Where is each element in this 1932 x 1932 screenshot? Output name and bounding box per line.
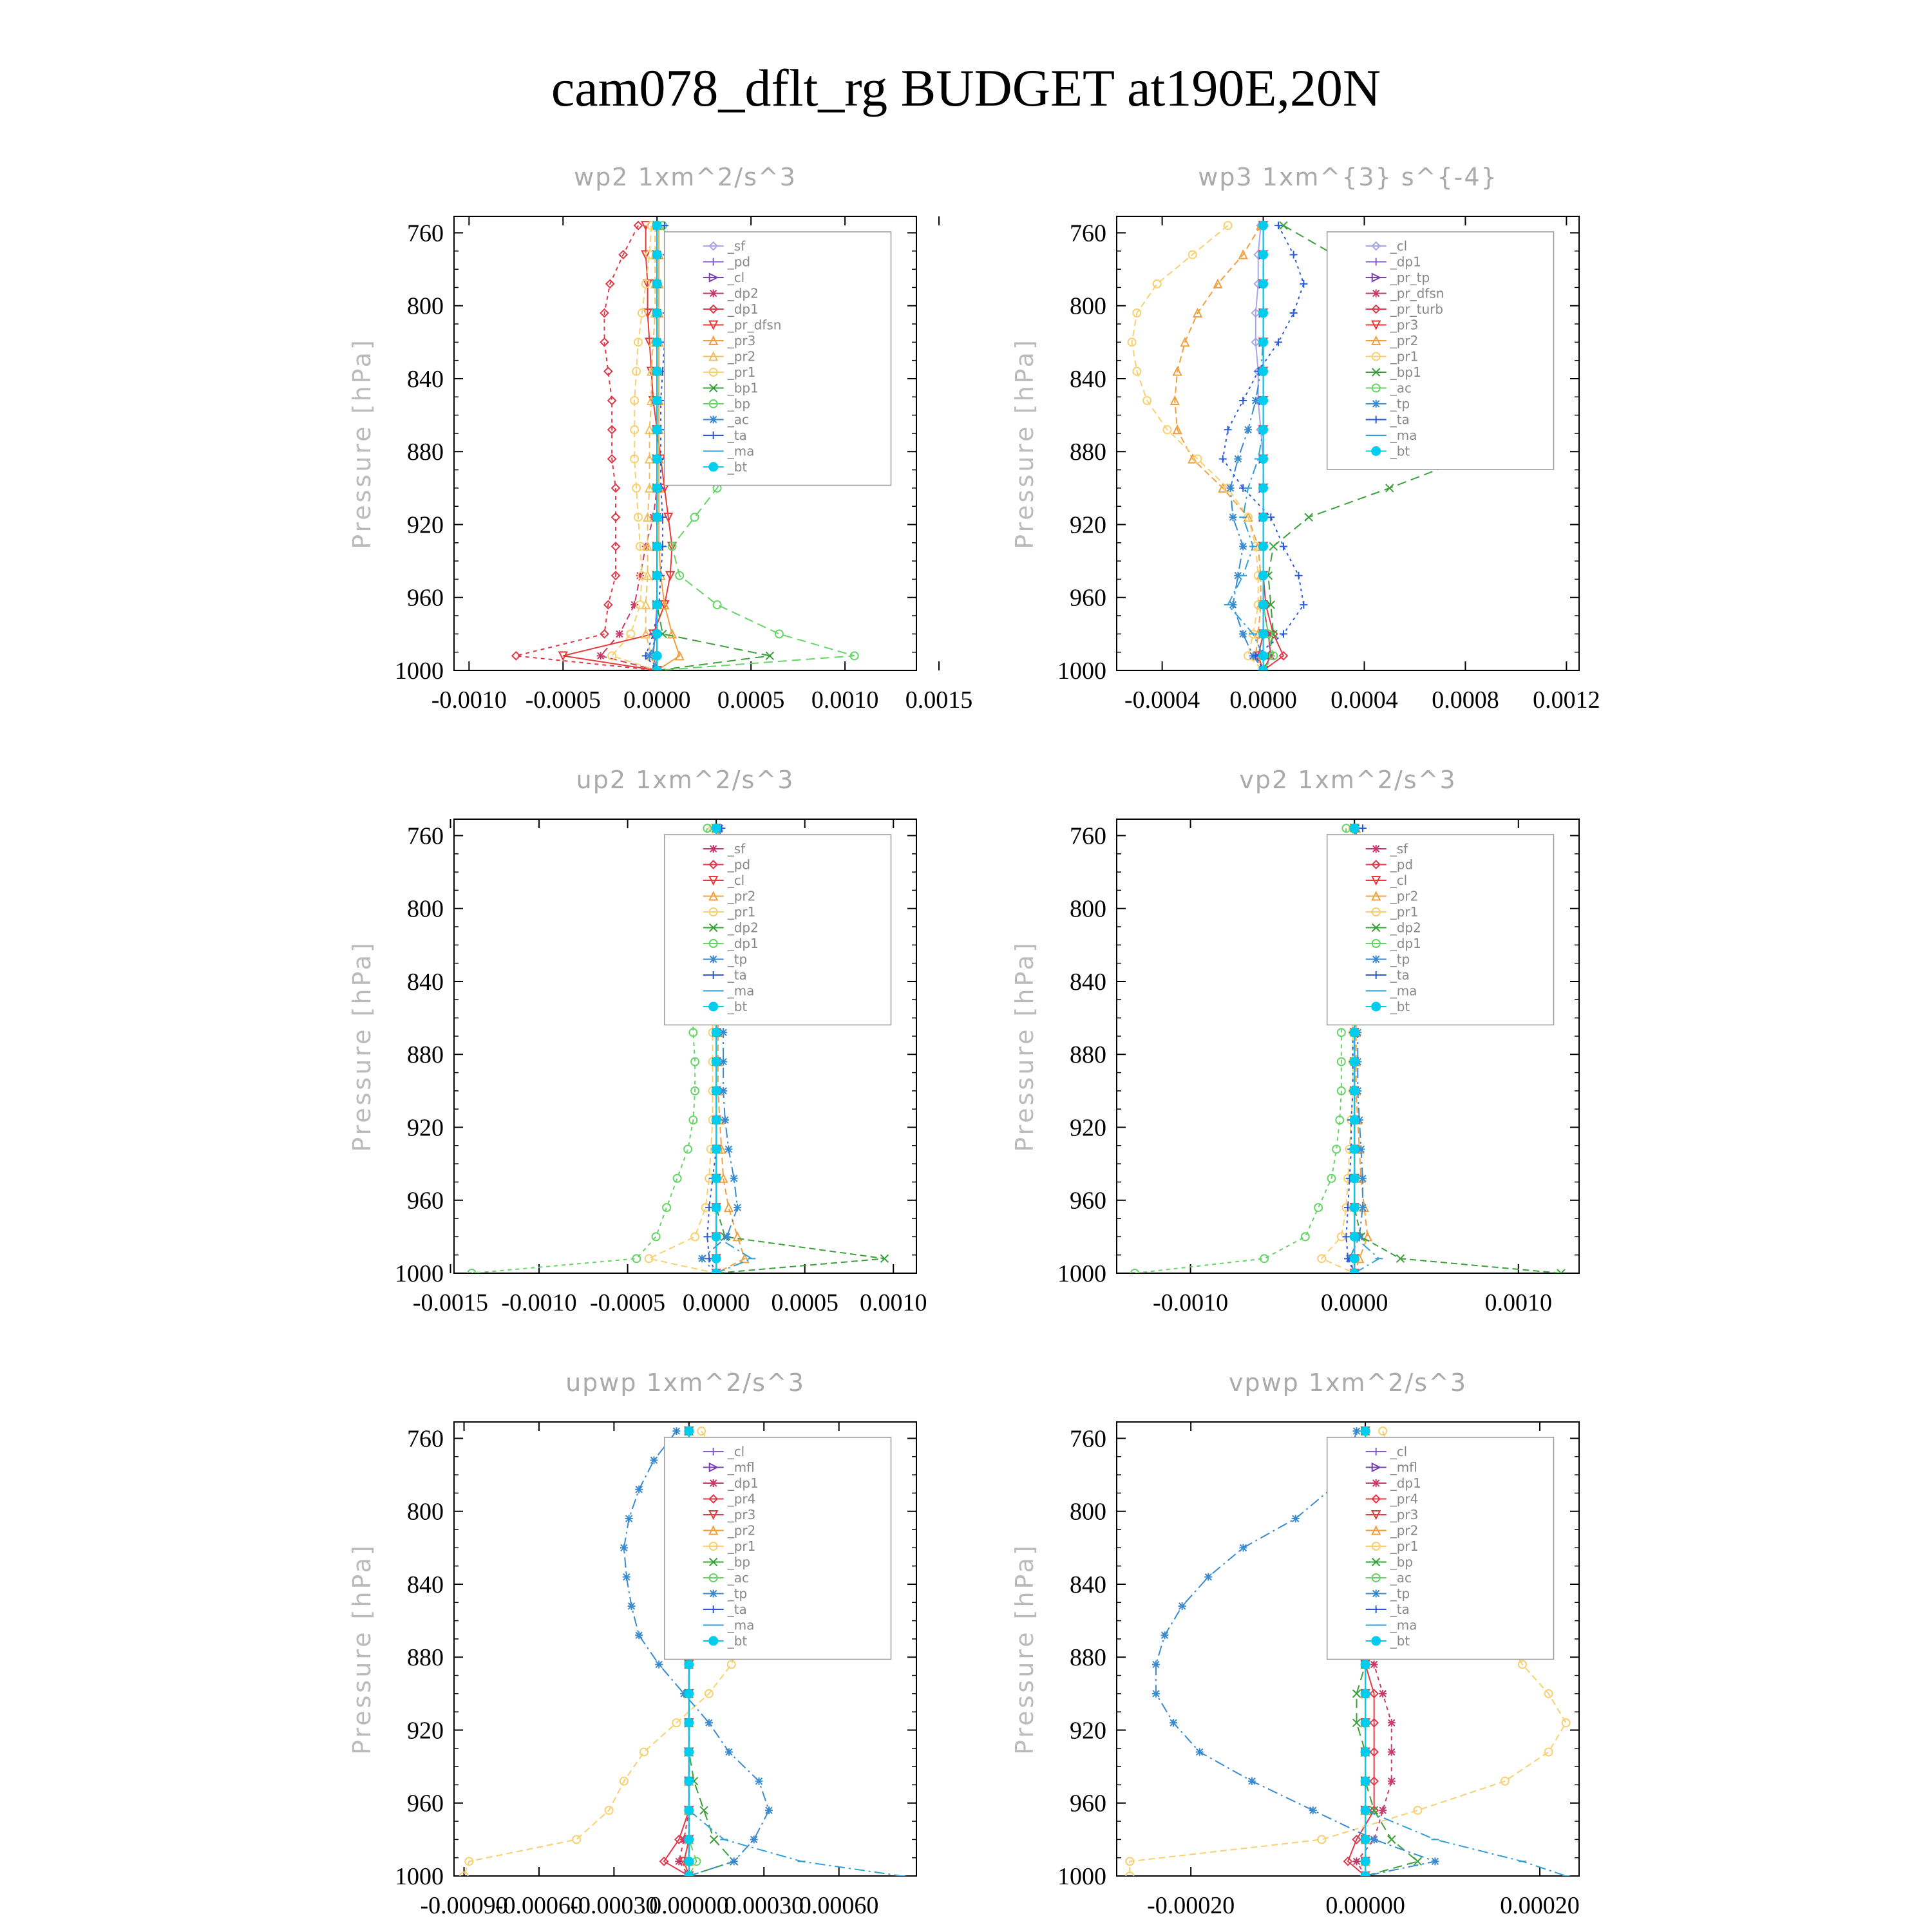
legend-marker [1372, 1590, 1380, 1598]
panel-title: vpwp 1xm^2/s^3 [1228, 1368, 1468, 1397]
y-tick-label: 800 [1070, 292, 1106, 320]
y-tick-label: 920 [1070, 1114, 1106, 1142]
legend [1327, 1437, 1554, 1660]
x-tick-label: 0.0008 [1432, 687, 1499, 714]
legend-label: _pr3 [727, 1507, 756, 1522]
legend-label: _mfl [727, 1459, 755, 1475]
data-point-tp [1431, 1857, 1439, 1865]
legend-label: _ma [1390, 983, 1417, 999]
legend-label: _dp1 [727, 936, 759, 951]
legend-label: _ac [727, 412, 749, 428]
y-tick-label: 760 [407, 1425, 444, 1453]
x-tick-label: 0.0000 [1320, 1289, 1388, 1316]
y-tick-label: 840 [1070, 1571, 1106, 1598]
legend-label: _tp [1390, 951, 1410, 967]
data-point-dp1 [1388, 1777, 1396, 1785]
data-point-tp [1179, 1602, 1186, 1610]
data-point-dp1 [1388, 1748, 1396, 1756]
legend-label: _pr_dfsn [727, 317, 782, 333]
x-tick-label: 0.0000 [1229, 687, 1297, 714]
data-point-bt [1361, 1806, 1370, 1815]
legend-label: _sf [727, 841, 746, 857]
legend-label: _ma [1390, 428, 1417, 443]
y-tick-label: 960 [1070, 1790, 1106, 1817]
y-axis-label: Pressure [hPa] [348, 1543, 376, 1755]
y-tick-label: 840 [407, 1571, 444, 1598]
legend-label: _dp1 [727, 1475, 759, 1491]
legend-label: _pr3 [1390, 317, 1419, 333]
legend-label: _cl [727, 873, 745, 888]
legend-label: _pr_tp [1390, 270, 1430, 285]
x-tick-label: 0.0010 [811, 687, 879, 714]
x-tick-label: 0.00000 [649, 1892, 729, 1919]
x-tick-label: 0.0004 [1331, 687, 1398, 714]
legend-label: _ta [1390, 412, 1410, 428]
y-tick-label: 1000 [395, 1863, 444, 1890]
legend-label: _pd [727, 857, 751, 873]
y-tick-label: 1000 [395, 658, 444, 685]
data-point-bt [1361, 1777, 1370, 1786]
legend-label: _bt [727, 459, 748, 475]
legend-label: _pr2 [1390, 1522, 1419, 1539]
legend-label: _pr1 [727, 904, 756, 920]
data-point-bp [1353, 1690, 1361, 1698]
legend-label: _pd [727, 254, 751, 270]
legend-label: _pr2 [727, 888, 756, 904]
y-tick-label: 1000 [1057, 658, 1106, 685]
y-tick-label: 920 [1070, 1717, 1106, 1745]
legend-label: _bt [727, 999, 748, 1014]
data-point-bt [1361, 1871, 1370, 1880]
legend-label: _ac [727, 1570, 749, 1586]
y-tick-label: 760 [1070, 220, 1106, 247]
x-tick-label: -0.00020 [1147, 1892, 1235, 1919]
y-tick-label: 960 [407, 1790, 444, 1817]
x-tick-label: -0.00090 [420, 1892, 508, 1919]
legend-label: _dp1 [1390, 936, 1421, 951]
legend-label: _tp [727, 1586, 748, 1602]
y-tick-label: 960 [1070, 584, 1106, 612]
x-tick-label: 0.0005 [717, 687, 785, 714]
y-tick-label: 760 [407, 822, 444, 850]
x-tick-label: -0.0005 [590, 1289, 666, 1316]
x-tick-label: 0.0015 [905, 687, 973, 714]
legend-label: _bp1 [1390, 365, 1421, 380]
data-point-tp [1204, 1573, 1212, 1581]
legend-label: _cl [727, 1444, 745, 1459]
legend-label: _tp [1390, 1586, 1410, 1602]
legend-label: _pr4 [727, 1491, 756, 1507]
data-point-tp [1353, 1427, 1361, 1435]
legend-label: _bp [1390, 1554, 1414, 1570]
x-tick-label: 0.0010 [1484, 1289, 1553, 1316]
x-tick-label: 0.0012 [1533, 687, 1600, 714]
y-tick-label: 920 [407, 1717, 444, 1745]
y-axis-label: Pressure [hPa] [1010, 1543, 1039, 1755]
y-tick-label: 960 [407, 584, 444, 612]
y-tick-label: 1000 [1057, 1863, 1106, 1890]
x-tick-label: 0.0010 [859, 1289, 927, 1316]
data-point-bp [1414, 1857, 1421, 1865]
legend-label: _pr2 [1390, 888, 1419, 904]
data-point-tp [1170, 1719, 1177, 1727]
legend-label: _ma [727, 983, 755, 999]
legend-label: _pr1 [727, 1539, 756, 1554]
legend-label: _bt [1390, 1633, 1410, 1649]
legend-label: _dp1 [1390, 1475, 1421, 1491]
data-point-pr1 [1545, 1748, 1553, 1756]
legend-label: _mfl [1390, 1459, 1417, 1475]
data-point-tp [1370, 1835, 1378, 1843]
y-tick-label: 760 [1070, 1425, 1106, 1453]
data-point-tp [1248, 1777, 1256, 1785]
data-point-bt [1361, 1747, 1370, 1756]
panel-title: vp2 1xm^2/s^3 [1239, 766, 1457, 794]
legend-label: _bp [727, 396, 751, 412]
legend-label: _ta [1390, 967, 1410, 983]
legend-label: _sf [727, 238, 746, 254]
y-tick-label: 880 [407, 1644, 444, 1672]
y-tick-label: 960 [1070, 1187, 1106, 1215]
data-point-tp [1152, 1690, 1160, 1698]
legend-label: _bt [1390, 999, 1410, 1014]
y-tick-label: 920 [1070, 511, 1106, 539]
legend-label: _pr_dfsn [1390, 285, 1444, 301]
legend-label: _sf [1390, 841, 1408, 857]
data-point-pr1 [1562, 1719, 1570, 1727]
y-tick-label: 920 [407, 511, 444, 539]
data-point-tp [1239, 1544, 1247, 1551]
y-tick-label: 880 [407, 439, 444, 466]
legend-label: _bp1 [727, 380, 759, 396]
data-point-tp [1161, 1631, 1169, 1639]
y-tick-label: 840 [407, 365, 444, 393]
y-tick-label: 1000 [1057, 1260, 1106, 1287]
x-tick-label: 0.00000 [1325, 1892, 1405, 1919]
legend-label: _pr3 [1390, 1507, 1419, 1522]
legend-label: _pr1 [1390, 348, 1419, 365]
legend-label: _ta [727, 1602, 747, 1617]
y-tick-label: 920 [407, 1114, 444, 1142]
x-tick-label: -0.0010 [1152, 1289, 1229, 1316]
legend-label: _pr1 [1390, 1539, 1419, 1554]
data-point-pr1 [1414, 1806, 1421, 1814]
y-axis-label: Pressure [hPa] [1010, 337, 1039, 549]
legend-label: _pr3 [727, 333, 756, 348]
data-point-bt [1361, 1857, 1370, 1866]
x-tick-label: 0.0005 [771, 1289, 838, 1316]
x-tick-label: -0.00060 [495, 1892, 583, 1919]
legend-label: _tp [727, 951, 748, 967]
data-point-tp [1196, 1748, 1204, 1756]
legend-label: _ac [1390, 1570, 1412, 1586]
panel-title: wp2 1xm^2/s^3 [574, 163, 797, 191]
legend-label: _cl [1390, 1444, 1408, 1459]
y-tick-label: 840 [1070, 365, 1106, 393]
y-tick-label: 800 [407, 292, 444, 320]
x-tick-label: -0.0005 [525, 687, 601, 714]
data-point-bp [1388, 1835, 1396, 1843]
data-point-tp [1152, 1661, 1160, 1669]
y-tick-label: 800 [1070, 1498, 1106, 1526]
legend-marker [1372, 1636, 1381, 1645]
x-tick-label: -0.0010 [501, 1289, 577, 1316]
legend-label: _bt [1390, 443, 1410, 459]
legend-label: _dp1 [1390, 254, 1421, 270]
legend-label: _cl [1390, 238, 1408, 254]
data-point-dp1 [1388, 1719, 1396, 1727]
y-tick-label: 880 [407, 1041, 444, 1069]
legend-label: _dp2 [727, 920, 759, 936]
y-axis-label: Pressure [hPa] [1010, 940, 1039, 1152]
data-point-bt [1361, 1689, 1370, 1698]
x-tick-label: 0.00020 [1500, 1892, 1580, 1919]
legend-label: _cl [727, 270, 745, 285]
legend-marker [1372, 1479, 1380, 1487]
y-tick-label: 1000 [395, 1260, 444, 1287]
legend-label: _dp2 [727, 285, 759, 301]
data-point-bt [1361, 1835, 1370, 1844]
legend-label: _ta [727, 428, 747, 443]
x-tick-label: 0.00030 [724, 1892, 804, 1919]
legend-label: _ta [727, 967, 747, 983]
legend-label: _dp1 [727, 301, 759, 317]
y-tick-label: 960 [407, 1187, 444, 1215]
y-tick-label: 800 [407, 1498, 444, 1526]
legend-label: _pr2 [727, 348, 756, 365]
data-point-dp1 [1353, 1857, 1361, 1865]
y-tick-label: 840 [1070, 968, 1106, 996]
y-tick-label: 840 [407, 968, 444, 996]
y-tick-label: 880 [1070, 439, 1106, 466]
data-point-dp1 [1370, 1661, 1378, 1669]
legend-label: _ma [727, 1617, 755, 1633]
legend-label: _pr_turb [1390, 301, 1444, 317]
y-tick-label: 880 [1070, 1041, 1106, 1069]
legend-label: _ta [1390, 1602, 1410, 1617]
x-tick-label: -0.0015 [412, 1289, 489, 1316]
legend-box [1327, 1437, 1554, 1660]
legend-label: _pr1 [1390, 904, 1419, 920]
legend-label: _dp2 [1390, 920, 1421, 936]
legend-label: _tp [1390, 396, 1410, 412]
y-tick-label: 760 [1070, 822, 1106, 850]
y-tick-label: 880 [1070, 1644, 1106, 1672]
x-tick-label: -0.0004 [1124, 687, 1200, 714]
y-tick-label: 760 [407, 220, 444, 247]
data-point-bt [1361, 1660, 1370, 1669]
legend-label: _bt [727, 1633, 748, 1649]
legend-label: _ma [727, 443, 755, 459]
legend-label: _pr2 [727, 1522, 756, 1539]
y-tick-label: 800 [407, 895, 444, 923]
x-tick-label: -0.0010 [431, 687, 507, 714]
data-point-dp1 [1379, 1690, 1387, 1698]
panel-title: up2 1xm^2/s^3 [576, 766, 795, 794]
legend-label: _ac [1390, 380, 1412, 396]
data-point-bt [1361, 1718, 1370, 1727]
legend-label: _cl [1390, 873, 1408, 888]
panel-title: upwp 1xm^2/s^3 [565, 1368, 805, 1397]
y-axis-label: Pressure [hPa] [348, 337, 376, 549]
legend-label: _pr2 [1390, 333, 1419, 348]
legend-label: _pr4 [1390, 1491, 1419, 1507]
data-point-dp1 [1379, 1806, 1387, 1814]
x-tick-label: 0.0000 [623, 687, 691, 714]
data-point-tp [1309, 1806, 1317, 1814]
legend-label: _pr1 [727, 365, 756, 380]
legend-label: _bp [727, 1554, 751, 1570]
legend-label: _ma [1390, 1617, 1417, 1633]
x-tick-label: 0.00060 [799, 1892, 879, 1919]
x-tick-label: -0.00030 [570, 1892, 658, 1919]
data-point-bt [1361, 1426, 1370, 1435]
data-point-pr1 [1318, 1835, 1325, 1843]
figure-title: cam078_dflt_rg BUDGET at190E,20N [551, 59, 1381, 117]
x-tick-label: 0.0000 [682, 1289, 750, 1316]
y-tick-label: 800 [1070, 895, 1106, 923]
y-axis-label: Pressure [hPa] [348, 940, 376, 1152]
legend-label: _pd [1390, 857, 1414, 873]
data-point-tp [1292, 1515, 1300, 1522]
panel-title: wp3 1xm^{3} s^{-4} [1198, 163, 1498, 191]
